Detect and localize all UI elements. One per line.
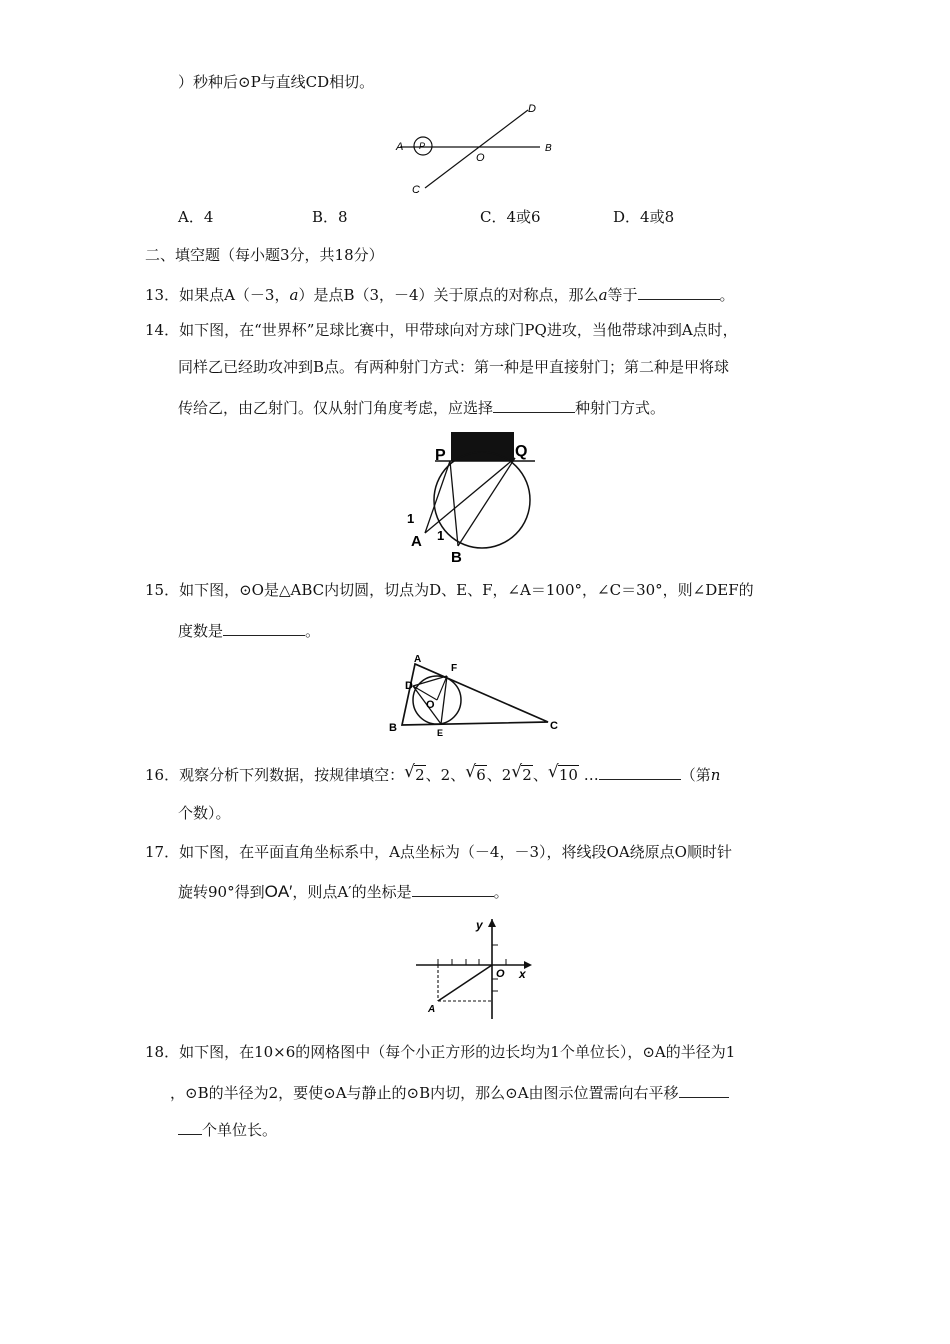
q15-line1-text: 如下图，⊙O是△ABC内切圆，切点为D、E、F，∠A＝100°，∠C＝30°，则∠DEF的: [179, 581, 754, 599]
label-x: x: [519, 967, 526, 981]
label-a: A: [428, 1004, 436, 1015]
q16-dots: …: [578, 766, 599, 784]
q18-line1: [145, 1042, 735, 1062]
sqrt-2b: √ 2: [511, 762, 532, 784]
label-d: D: [528, 103, 536, 115]
q14-line3-part2: 种射门方式。: [575, 399, 666, 417]
q12-tail-text: ）秒种后⊙P与直线CD相切。: [178, 73, 375, 91]
q16-var-n: n: [710, 766, 721, 784]
q16-intro: 观察分析下列数据，按规律填空：: [179, 766, 405, 784]
q14-line2: 同样乙已经助攻冲到B点。有两种射门方式：第一种是甲直接射门；第二种是甲将球: [178, 358, 730, 376]
q18-number: 18．: [145, 1043, 180, 1061]
q14-line3-part1: 传给乙，由乙射门。仅从射门角度考虑，应选择: [178, 399, 494, 417]
sqrt-2: √ 2: [404, 762, 425, 784]
q15-line2: [178, 619, 320, 641]
q12-option-c[interactable]: C．4或6: [480, 208, 541, 226]
q13-text: [145, 283, 735, 305]
q18-line3-text: 个单位长。: [202, 1121, 278, 1139]
label-o: O: [496, 968, 505, 980]
q16-line2: 个数）。: [178, 804, 231, 822]
q17-answer-blank[interactable]: [412, 880, 494, 897]
q14-figure: [405, 428, 545, 564]
q17-line2-part2: ，则点A′的坐标是: [292, 883, 412, 901]
q18-line1-text: 如下图，在10×6的网格图中（每个小正方形的边长均为1个单位长），⊙A的半径为1: [179, 1043, 736, 1061]
q13-end: 。: [719, 286, 735, 304]
label-q: Q: [515, 443, 528, 460]
q13-part1: 如果点A（－3，: [179, 286, 290, 304]
label-a: A: [414, 654, 422, 665]
q16-paren: （第: [680, 766, 711, 784]
q13-answer-blank[interactable]: [638, 283, 720, 300]
q13-var-a2: a: [598, 286, 608, 304]
q14-line1: [145, 320, 738, 340]
q16-number: 16．: [145, 766, 180, 784]
q15-figure: [385, 650, 570, 740]
q14-line3: [178, 396, 665, 418]
q14-answer-blank[interactable]: [493, 396, 575, 413]
q15-line1: [145, 580, 754, 600]
label-p: P: [419, 141, 426, 151]
q18-line2: [170, 1081, 729, 1103]
q15-line2-part2: 。: [305, 622, 321, 640]
q16-line1: [145, 763, 720, 785]
q13-var-a: a: [289, 286, 299, 304]
q15-number: 15．: [145, 581, 180, 599]
q12-figure: [390, 98, 560, 198]
label-b: B: [451, 549, 462, 564]
q18-answer-blank-part1[interactable]: [679, 1081, 729, 1098]
q14-line1-text: 如下图，在“世界杯”足球比赛中，甲带球向对方球门PQ进攻，当他带球冲到A点时，: [179, 321, 738, 339]
q18-answer-blank-part2[interactable]: [178, 1118, 202, 1135]
q16-sep2: 、2: [486, 766, 512, 784]
q17-line2: [178, 880, 509, 902]
label-f: F: [451, 663, 458, 674]
q16-sep1: 、2、: [425, 766, 466, 784]
q17-number: 17．: [145, 843, 180, 861]
label-b: B: [389, 722, 397, 734]
label-o: O: [426, 699, 435, 711]
label-c: C: [550, 720, 558, 732]
q14-number: 14．: [145, 321, 180, 339]
label-p: P: [435, 447, 446, 464]
q15-answer-blank[interactable]: [223, 619, 305, 636]
q17-oa-prime: OA′: [264, 882, 293, 901]
q18-line3: [178, 1118, 277, 1140]
label-y: y: [476, 918, 483, 932]
label-angle1-b: 1: [437, 528, 445, 543]
q18-line2-text: ，⊙B的半径为2，要使⊙A与静止的⊙B内切，那么⊙A由图示位置需向右平移: [170, 1084, 679, 1102]
label-c: C: [412, 184, 420, 196]
label-angle1-a: 1: [407, 511, 415, 526]
label-a: A: [396, 141, 404, 153]
q13-part3: 等于: [607, 286, 638, 304]
q12-option-a[interactable]: A．4: [178, 208, 214, 226]
q15-line2-part1: 度数是: [178, 622, 224, 640]
segment-oa: [438, 965, 492, 1001]
q13-number: 13．: [145, 286, 180, 304]
sqrt-10: √ 10: [547, 762, 578, 784]
q17-line1: [145, 842, 732, 862]
q17-line2-end: 。: [493, 883, 509, 901]
label-o: O: [476, 152, 485, 164]
sqrt-6: √ 6: [465, 762, 486, 784]
line-cd: [425, 110, 528, 188]
q17-line2-part1: 旋转90°得到: [178, 883, 265, 901]
section-title: 二、填空题（每小题3分，共18分）: [145, 246, 384, 264]
q17-figure: [412, 915, 537, 1023]
q13-part2: ）是点B（3，－4）关于原点的对称点，那么: [298, 286, 599, 304]
q12-option-b[interactable]: B．8: [312, 208, 348, 226]
label-a: A: [411, 533, 422, 550]
q17-line1-text: 如下图，在平面直角坐标系中，A点坐标为（－4，－3），将线段OA绕原点O顺时针: [179, 843, 732, 861]
q12-option-d[interactable]: D．4或8: [613, 208, 675, 226]
label-b: B: [545, 143, 552, 154]
q16-sep3: 、: [532, 766, 548, 784]
q16-answer-blank[interactable]: [599, 763, 681, 780]
label-d: D: [405, 680, 413, 692]
triangle-abc: [402, 664, 548, 725]
label-e: E: [437, 728, 444, 738]
